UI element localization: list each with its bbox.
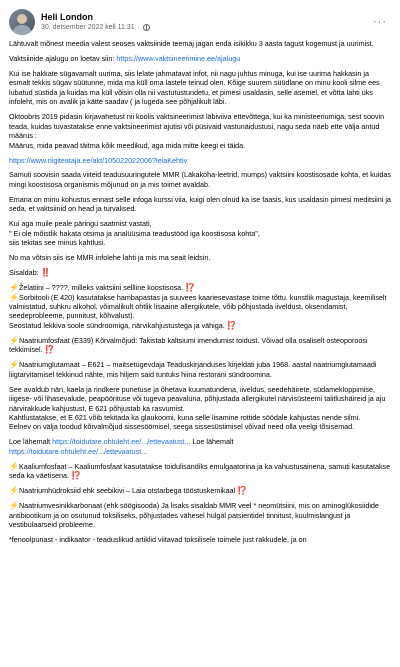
paragraph-text: Oktoobris 2019 pidasin kirjavahetust nii koolis vaktsineerimist läbiviiva ettevõttega, kui ka ministeeriumiga, sest soovin teada, kuidas tuvastatakse enne vaktsineerimist ajutisi või püsivaid vastunäidustusi, nagu seda näeb ette välja antud määrus : — [9, 112, 385, 141]
post-paragraph — [9, 486, 391, 495]
post-paragraph — [9, 219, 391, 247]
post-paragraph — [9, 501, 391, 529]
author-block — [41, 12, 369, 33]
post-paragraph — [9, 170, 391, 189]
paragraph-text: Naatriumvesinikkarbonaat (ehk söögisooda) Ja lisaks sisaldab MMR veel * neomütsiini, mis on aminoglükosiidide antibiootikum ja on osutunud toksiliseks, põhjustades vähesel hulgal patsientidel tinnitust, kuulmislangust ja vestibulaarseid probleeme. — [9, 501, 379, 530]
post-link[interactable]: https://toidutare.ohtuleht.ee/.../ettevaatust... — [52, 437, 191, 447]
post-paragraph — [9, 54, 391, 63]
post-meta — [41, 23, 369, 33]
author-name[interactable]: Heli London — [41, 11, 93, 22]
paragraph-text: Kahtlustatakse, et E 621 võib tekitada ka glaukoomi, kuna selle lisamine rottide söödale kahjustas nende silmi. — [9, 413, 361, 422]
paragraph-text: Kui ise hakkate sügavamalt uurima, siis lelate jahmatavat infot, nii nagu juhtus minuga, kui ise uurima hakkasin ja esmalt tekkis sügav süütunne, mida ma küll oma lastele teinud olen. Kõige suurem süüdlane on minu kooli silme ees lubatud süstida ja kuidas ma küll võisin olla nii vastutustundetu, et pimesi usaldasin, selle asemel, et võtta lahti üks infoleht, mis on avalik ja kätte saadav ( ja lugeda see põhjalikult läbi. — [9, 68, 380, 107]
lightning-icon: ⚡ — [9, 501, 19, 511]
paragraph-text: Loe lähemalt — [9, 437, 53, 447]
meta-separator: · — [137, 23, 140, 31]
post-timestamp[interactable]: 30. detsember 2022 kell 11:31 — [41, 23, 135, 31]
lightning-icon: ⚡ — [9, 292, 19, 302]
paragraph-text: Samuti soovisin saada viiteid teadusuuringutele MMR (Läkakoha-leetrid, mumps) vaktsiini koostisosade kohta, et kuidas mingi koostisosa organismis mõjunud on ja mis toimet avaldab. — [9, 170, 391, 189]
paragraph-text: Eelnev on välja toodud kõrvalmõjud sissesöömisel, seega sissesüstimisel võivad need olla veelgi tõsisemad. — [9, 422, 355, 432]
paragraph-text: Naatriumfosfaat (E339) Kõrvalmõjud: Takistab kaltsiumi imendumist toidust. Võivad olla osaliselt osteoporoosi tekkimisel. — [9, 335, 368, 355]
paragraph-text: *fenoolpunast - indikaator - teaduslikud artiklid viitavad toksilisele toimele just rakkudele, ja on — [9, 535, 307, 545]
post-paragraph — [9, 462, 391, 481]
post-paragraph — [9, 195, 391, 214]
paragraph-text: Vaktsiinide ajalugu on loetav siin: — [9, 53, 117, 63]
paragraph-text: Kaaliumfosfaat – Kaaliumfosfaat kasutatakse toidulisandiks emulgaatorina ja ka vahustusainena, samuti kasutatakse seda ka väetisena. — [9, 461, 391, 481]
lightning-icon: ⚡ — [9, 461, 19, 471]
post-paragraph — [9, 385, 391, 432]
post-link[interactable]: https://www.riigiteataja.ee/akt/105022022006?leiaKehtiv — [9, 155, 188, 165]
post-paragraph — [9, 156, 391, 165]
lightning-icon: ⚡ — [9, 335, 19, 345]
exclamation-icon: ‼️ — [40, 268, 51, 278]
exclamation-icon: ⁉️ — [226, 320, 237, 330]
lightning-icon: ⚡ — [9, 360, 19, 370]
paragraph-text: See avaldub nän, kaela ja rindkere punetuse ja õhetava kuumatundena, iiveldus, seedehäirete, südamekloppimise, iiigese- või lihasevalude, peapöörituse või tugeva peavaluna, põhjustada allergikutel närvisüsteemi talitlushäireid ja aju närvirakkude kahjustust, E 621 põhjustab ka rasvumist. — [9, 384, 386, 413]
paragraph-text: Naatriumhüdroksiid ehk seebikivi – Laia otstarbega tööstuskemikaal — [18, 486, 238, 496]
post-paragraph — [9, 112, 391, 150]
post-paragraph — [9, 283, 391, 330]
post-link[interactable]: https://toidutare.ohtuleht.ee/.../ettevaatust... — [9, 446, 148, 456]
paragraph-text: Loe lähemalt — [190, 437, 234, 447]
exclamation-icon: ⁉️ — [237, 486, 248, 496]
globe-icon — [143, 24, 150, 31]
post-paragraph — [9, 253, 391, 262]
paragraph-text: Sorbitooli (E 420) kasutatakse hambapastas ja suuvees kaariesevastase toime tõttu. kunstlik magustaja, keemiliselt valmistatud, suhkru alkohol, võimalikult ohtlik lisaaine allergikutele, võib põhjustada iiveldust, oksendamist, seedeprobleeme, punnitust, kõhvalust). — [9, 292, 387, 321]
exclamation-icon: ⁉️ — [185, 283, 196, 293]
paragraph-text: Määrus, mida peavad täitma kõik meedikud, aga mida mitte keegi ei täida. — [9, 140, 246, 150]
paragraph-text: Sisaldab: — [9, 268, 41, 278]
post-paragraph — [9, 535, 391, 544]
paragraph-text: " Ei ole mõistlik hakata otsima ja analüüsima teadustööd iga koostisosa kohta", — [9, 228, 260, 238]
post-paragraph — [9, 437, 391, 456]
author-avatar[interactable] — [9, 9, 35, 35]
paragraph-text: Emana on minu kohustus ennast selle infoga kurssi viia, kuigi olen olnud ka ise faasis, kus usaldasin pimesi meditsiini ja seda, et vaktsiinid on head ja turvalised. — [9, 194, 391, 214]
post-paragraph — [9, 336, 391, 355]
more-options-icon[interactable]: ··· — [373, 16, 387, 28]
post-paragraph — [9, 360, 391, 379]
post-link[interactable]: https://www.vaktsineerimine.ee/ajalugu — [116, 53, 241, 63]
paragraph-text: Naatriumglutamaat – E621 – maitsetugevdaja Teaduskirjanduses kirjeldati juba 1968. aastal naatriumglutamaadi liigtarvitamisel tekkinud nähte, mis hiljem said tuntuks hiina restorani sündroomina. — [9, 360, 377, 379]
paragraph-text: siis tekitas see minus kahtlusi. — [9, 238, 106, 248]
post-paragraph — [9, 268, 391, 277]
lightning-icon: ⚡ — [9, 486, 19, 496]
post-paragraph — [9, 69, 391, 107]
post-paragraph — [9, 39, 391, 48]
post-header — [9, 5, 391, 39]
paragraph-text: Želatiini – ????, milleks vaktsiini sellline koostisosa. — [18, 283, 186, 293]
exclamation-icon: ⁉️ — [70, 471, 81, 481]
post-body — [9, 39, 391, 544]
paragraph-text: Kui aga muile peale päringu saatmist vastati, — [9, 219, 152, 229]
paragraph-text: No ma võtsin siis ise MMR infolehe lahti ja mis ma seait leidsin. — [9, 253, 211, 263]
paragraph-text: Lähtuvalt mõnest meedia valest seoses vaktsiinide teemaj jagan enda isikikku 3 aasta tagust kogemust ja uurimist. — [9, 39, 374, 48]
paragraph-text: Seostatud lekkiva soole sündroomiga, närvikahjustustega ja vähiga. — [9, 320, 227, 330]
lightning-icon: ⚡ — [9, 283, 19, 293]
exclamation-icon: ⁉️ — [44, 345, 55, 355]
